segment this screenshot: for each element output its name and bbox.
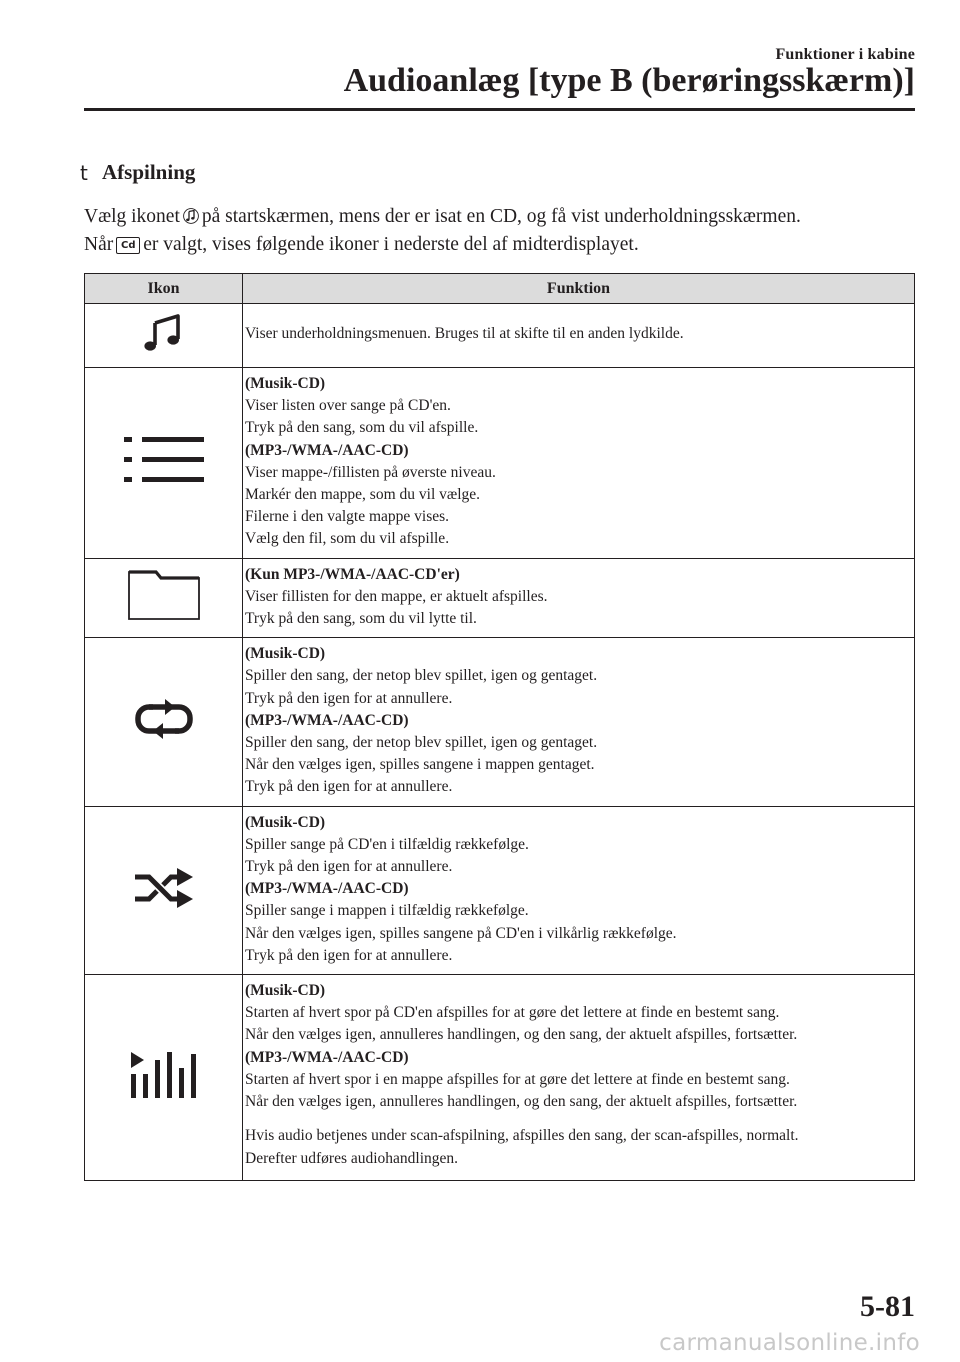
icon-cell xyxy=(85,304,243,368)
watermark: carmanualsonline.info xyxy=(659,1330,920,1356)
intro-line-2-end: er valgt, vises følgende ikoner i nederste del af midterdisplayet. xyxy=(143,234,639,255)
function-text: Spiller den sang, der netop blev spillet, igen og gentaget. xyxy=(245,734,598,752)
header-divider xyxy=(84,108,915,111)
function-cell xyxy=(243,368,915,559)
function-cell xyxy=(243,975,915,1181)
heading-marker: t xyxy=(80,160,88,185)
intro-line-1-start: Vælg ikonet xyxy=(84,206,180,227)
function-text: Når den vælges igen, spilles sangene på CD'en i vilkårlig rækkefølge. xyxy=(245,924,677,942)
intro-line-2-start: Når xyxy=(84,234,114,255)
music-note-icon xyxy=(183,207,199,231)
section-label: Funktioner i kabine xyxy=(775,46,915,63)
function-text: Vælg den fil, som du vil afspille. xyxy=(245,530,450,548)
function-subheading: (MP3-/WMA-/AAC-CD) xyxy=(245,711,409,729)
function-text: Starten af hvert spor på CD'en afspilles for at gøre det lettere at finde en bestemt sang. xyxy=(245,1004,780,1022)
table-row xyxy=(85,806,915,974)
function-text: Når den vælges igen, annulleres handlingen, og den sang, der aktuelt afspilles, fortsætter. xyxy=(245,1026,798,1044)
table-body xyxy=(85,304,915,1181)
function-text: Tryk på den igen for at annullere. xyxy=(245,778,453,796)
function-subheading: (MP3-/WMA-/AAC-CD) xyxy=(245,880,409,898)
function-text: Derefter udføres audiohandlingen. xyxy=(245,1149,459,1167)
function-subheading: (Kun MP3-/WMA-/AAC-CD'er) xyxy=(245,565,460,583)
column-header-icon: Ikon xyxy=(85,274,243,304)
icon-cell xyxy=(85,638,243,806)
table-row xyxy=(85,558,915,638)
paragraph-gap xyxy=(245,1113,908,1125)
list-icon xyxy=(124,436,204,484)
intro-line-2 xyxy=(84,234,919,256)
function-subheading: (Musik-CD) xyxy=(245,982,326,1000)
function-text: Spiller den sang, der netop blev spillet, igen og gentaget. xyxy=(245,667,598,685)
heading-text: Afspilning xyxy=(102,160,196,184)
table-row xyxy=(85,975,915,1181)
function-text: Viser listen over sange på CD'en. xyxy=(245,397,451,415)
icon-cell xyxy=(85,558,243,638)
function-text: Filerne i den valgte mappe vises. xyxy=(245,508,450,526)
cd-icon: Cd xyxy=(116,237,140,254)
icon-cell xyxy=(85,975,243,1181)
function-text: Tryk på den sang, som du vil afspille. xyxy=(245,419,479,437)
function-cell xyxy=(243,806,915,974)
folder-icon xyxy=(128,569,200,621)
table-row xyxy=(85,638,915,806)
function-cell xyxy=(243,558,915,638)
function-cell xyxy=(243,638,915,806)
function-text: Tryk på den igen for at annullere. xyxy=(245,858,453,876)
table-header-row xyxy=(85,274,915,304)
function-text: Starten af hvert spor i en mappe afspilles for at gøre det lettere at finde en bestemt sang. xyxy=(245,1070,790,1088)
function-text: Spiller sange på CD'en i tilfældig rækkefølge. xyxy=(245,835,529,853)
icon-function-table xyxy=(84,273,915,1181)
function-subheading: (Musik-CD) xyxy=(245,813,326,831)
intro-line-1 xyxy=(84,206,919,231)
function-cell xyxy=(243,304,915,368)
function-text: Spiller sange i mappen i tilfældig rækkefølge. xyxy=(245,902,529,920)
function-text: Når den vælges igen, annulleres handlingen, og den sang, der aktuelt afspilles, fortsætter. xyxy=(245,1093,798,1111)
icon-cell xyxy=(85,806,243,974)
function-text: Når den vælges igen, spilles sangene i mappen gentaget. xyxy=(245,756,595,774)
icon-cell xyxy=(85,368,243,559)
function-text: Viser underholdningsmenuen. Bruges til at skifte til en anden lydkilde. xyxy=(245,325,684,343)
page-title: Audioanlæg [type B (berøringsskærm)] xyxy=(343,62,915,99)
function-subheading: (Musik-CD) xyxy=(245,645,326,663)
function-text: Markér den mappe, som du vil vælge. xyxy=(245,486,481,504)
intro-line-1-end: på startskærmen, mens der er isat en CD, og få vist underholdningsskærmen. xyxy=(201,206,801,227)
function-subheading: (Musik-CD) xyxy=(245,375,326,392)
function-text: Hvis audio betjenes under scan-afspilning, afspilles den sang, der scan-afspilles, normalt. xyxy=(245,1127,799,1145)
function-text: Viser mappe-/fillisten på øverste niveau. xyxy=(245,463,496,481)
music-note-icon xyxy=(140,309,188,357)
repeat-icon xyxy=(135,699,193,739)
page-number: 5-81 xyxy=(860,1290,915,1323)
function-text: Viser fillisten for den mappe, er aktuelt afspilles. xyxy=(245,587,548,605)
function-subheading: (MP3-/WMA-/AAC-CD) xyxy=(245,1048,409,1066)
table-row xyxy=(85,304,915,368)
function-subheading: (MP3-/WMA-/AAC-CD) xyxy=(245,441,409,459)
column-header-function: Funktion xyxy=(243,274,915,304)
function-text: Tryk på den igen for at annullere. xyxy=(245,689,453,707)
section-heading xyxy=(80,160,195,185)
table-row xyxy=(85,368,915,559)
shuffle-icon xyxy=(133,868,195,908)
function-text: Tryk på den igen for at annullere. xyxy=(245,946,453,964)
function-text: Tryk på den sang, som du vil lytte til. xyxy=(245,610,477,628)
scan-icon xyxy=(131,1052,197,1098)
